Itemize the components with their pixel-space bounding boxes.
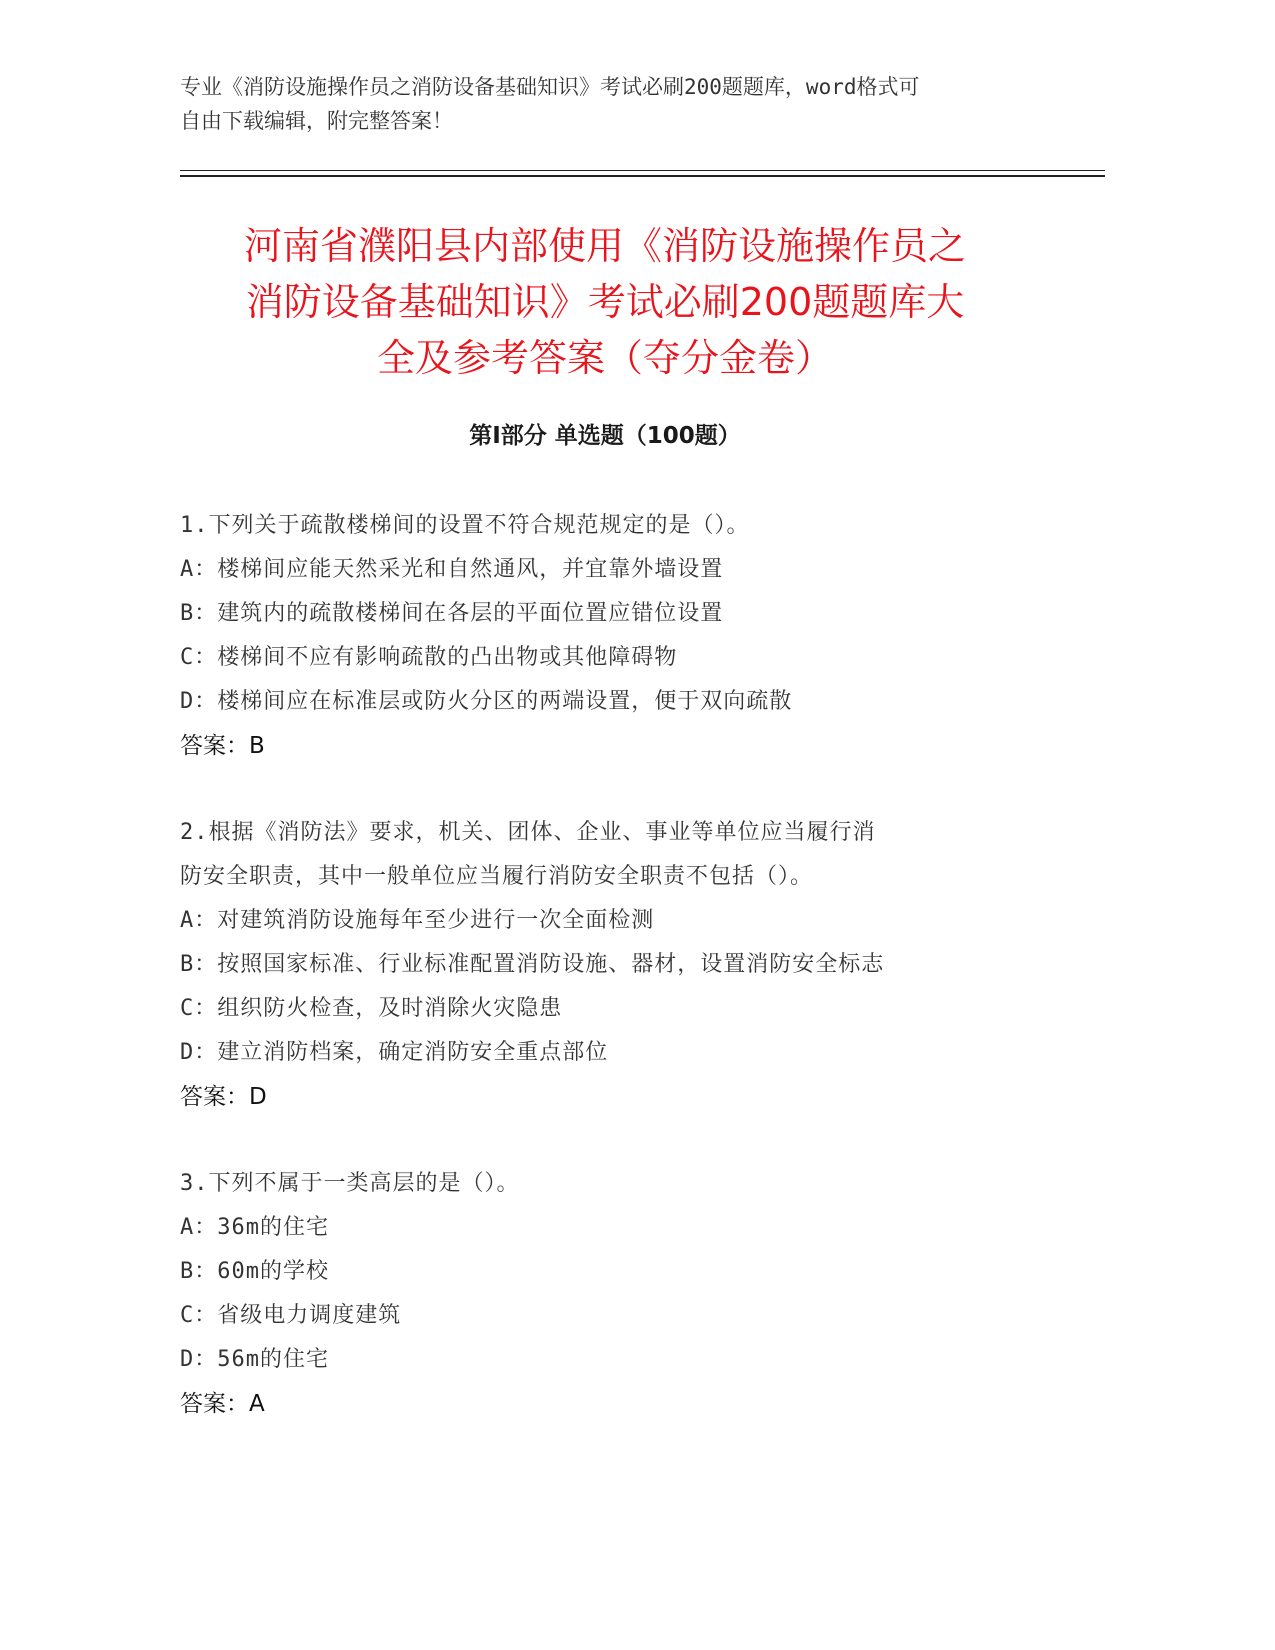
header-divider-bottom — [180, 175, 1105, 177]
answer: 答案：B — [180, 733, 265, 759]
option-a: A：36m的住宅 — [180, 1215, 329, 1240]
header-note-line-1: 专业《消防设施操作员之消防设备基础知识》考试必刷200题题库，word格式可 — [180, 75, 920, 99]
header-note — [180, 70, 1040, 138]
option-c: C：组织防火检查，及时消除火灾隐患 — [180, 996, 563, 1021]
question-1 — [180, 504, 1060, 768]
option-b: B：建筑内的疏散楼梯间在各层的平面位置应错位设置 — [180, 601, 724, 626]
question-stem-continued: 防安全职责，其中一般单位应当履行消防安全职责不包括（）。 — [180, 864, 814, 889]
option-a: A：楼梯间应能天然采光和自然通风，并宜靠外墙设置 — [180, 557, 724, 582]
option-b: B：60m的学校 — [180, 1259, 329, 1284]
question-stem: 3.下列不属于一类高层的是（）。 — [180, 1171, 520, 1196]
document-title — [160, 218, 1050, 386]
question-stem: 1.下列关于疏散楼梯间的设置不符合规范规定的是（）。 — [180, 513, 750, 538]
answer: 答案：A — [180, 1391, 265, 1417]
document-title-line-3: 全及参考答案（夺分金卷） — [376, 336, 833, 380]
option-d: D：56m的住宅 — [180, 1347, 329, 1372]
question-stem: 2.根据《消防法》要求，机关、团体、企业、事业等单位应当履行消 — [180, 820, 876, 845]
header-divider-top — [180, 170, 1105, 171]
option-d: D：楼梯间应在标准层或防火分区的两端设置，便于双向疏散 — [180, 689, 793, 714]
option-a: A：对建筑消防设施每年至少进行一次全面检测 — [180, 908, 655, 933]
document-title-line-2: 消防设备基础知识》考试必刷200题题库大 — [245, 280, 965, 324]
header-note-line-2: 自由下载编辑，附完整答案！ — [180, 109, 453, 133]
question-list — [180, 504, 1060, 1469]
option-c: C：楼梯间不应有影响疏散的凸出物或其他障碍物 — [180, 645, 678, 670]
option-d: D：建立消防档案，确定消防安全重点部位 — [180, 1040, 609, 1065]
option-b: B：按照国家标准、行业标准配置消防设施、器材，设置消防安全标志 — [180, 952, 885, 977]
section-heading: 第Ⅰ部分 单选题（100题） — [469, 423, 741, 449]
question-2 — [180, 811, 1060, 1119]
option-c: C：省级电力调度建筑 — [180, 1303, 402, 1328]
question-3 — [180, 1162, 1060, 1426]
document-title-line-1: 河南省濮阳县内部使用《消防设施操作员之 — [243, 224, 966, 268]
answer: 答案：D — [180, 1084, 267, 1110]
